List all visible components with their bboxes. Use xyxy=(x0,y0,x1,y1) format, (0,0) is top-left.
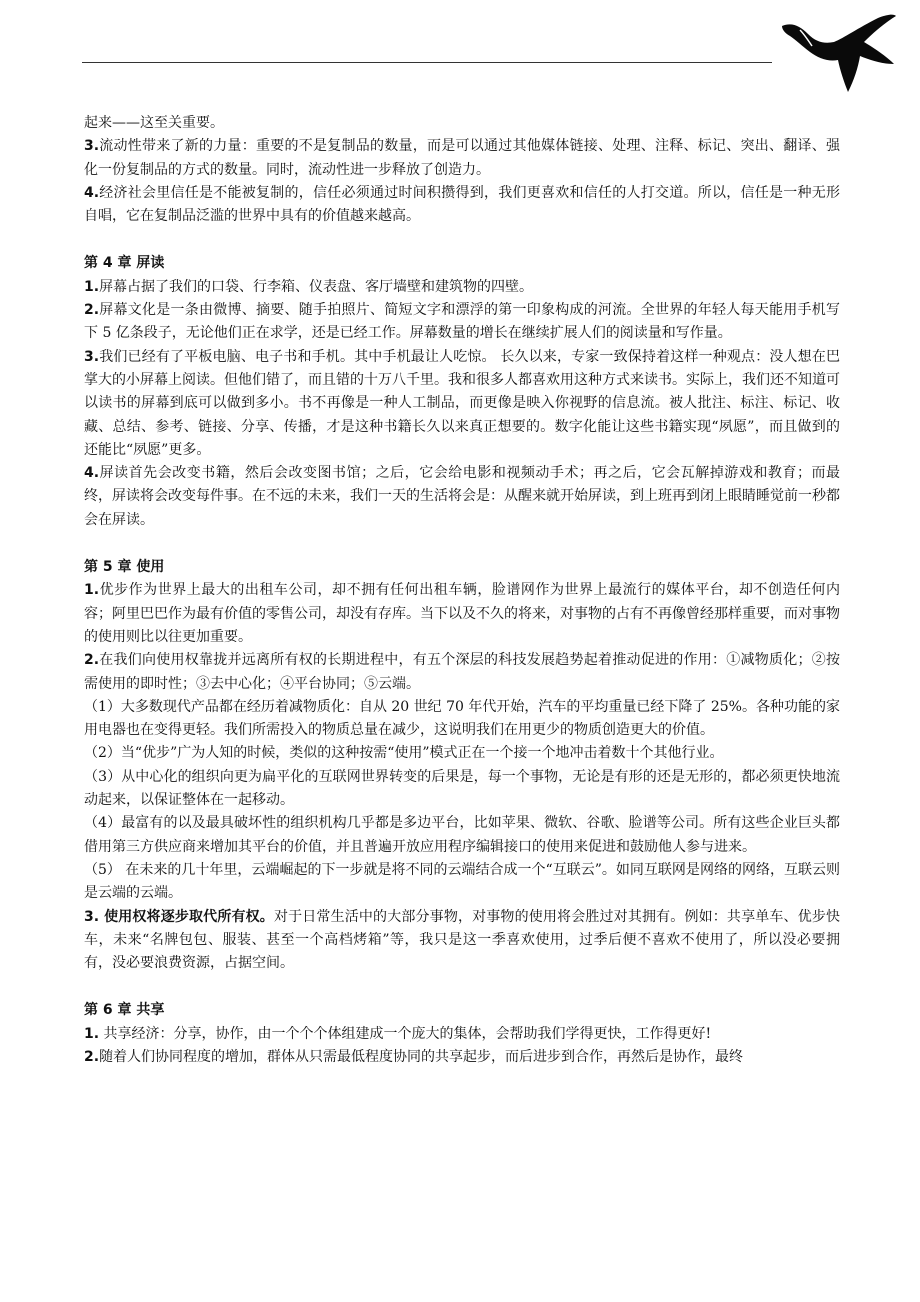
ch3-paragraph-3: 3.流动性带来了新的力量：重要的不是复制品的数量，而是可以通过其他媒体链接、处理、注释、标记、突出、翻译、强化一份复制品的方式的数量。同时，流动性进一步释放了创造力。 xyxy=(84,138,840,178)
ch4-paragraph-1: 1.屏幕占据了我们的口袋、行李箱、仪表盘、客厅墙壁和建筑物的四壁。 xyxy=(84,278,534,295)
ch5-subpoint-5: （5） 在未来的几十年里，云端崛起的下一步就是将不同的云端结合成一个“互联云”。如同互联网是网络的网络，互联云则是云端的云端。 xyxy=(84,861,840,902)
ch4-paragraph-3: 3.我们已经有了平板电脑、电子书和手机。其中手机最让人吃惊。 长久以来，专家一致保持着这样一种观点：没人想在巴掌大的小屏幕上阅读。但他们错了，而且错的十万八千里。我和很多人都喜欢用这种方式来读书。实际上，我们还不知道可以读书的屏幕到底可以做到多小。书不再像是一种人工制品，而更像是映入你视野的信息流。被人批注、标注、标记、收藏、总结、参考、链接、分享、传播，才是这种书籍长久以来真正想要的。数字化能让这些书籍实现“夙愿”，而且做到的还能比“夙愿”更多。 xyxy=(84,348,840,458)
ch5-paragraph-3: 3. 使用权将逐步取代所有权。对于日常生活中的大部分事物，对事物的使用将会胜过对其拥有。例如：共享单车、优步快车，未来“名牌包包、服装、甚至一个高档烤箱”等，我只是这一季喜欢使用，过季后便不喜欢不使用了，所以没必要拥有，没必要浪费资源，占据空间。 xyxy=(84,908,840,972)
swallow-logo-icon xyxy=(778,8,898,100)
ch4-paragraph-4: 4.屏读首先会改变书籍，然后会改变图书馆；之后，它会给电影和视频动手术；再之后，它会瓦解掉游戏和教育；而最终，屏读将会改变每件事。在不远的未来，我们一天的生活将会是：从醒来就开始屏读，到上班再到闭上眼睛睡觉前一秒都会在屏读。 xyxy=(84,465,840,528)
ch6-paragraph-1: 1. 共享经济：分享，协作，由一个个个体组建成一个庞大的集体，会帮助我们学得更快，工作得更好! xyxy=(84,1025,712,1042)
chapter-6-heading: 第 6 章 共享 xyxy=(84,1002,165,1019)
ch5-subpoint-4: （4）最富有的以及最具破坏性的组织机构几乎都是多边平台，比如苹果、微软、谷歌、脸谱等公司。所有这些企业巨头都借用第三方供应商来增加其平台的价值，并且普遍开放应用程序编辑接口的使用来促进和鼓励他人参与进来。 xyxy=(84,815,840,855)
document-body xyxy=(84,112,840,1069)
ch5-paragraph-2: 2.在我们向使用权靠拢并远离所有权的长期进程中，有五个深层的科技发展趋势起着推动促进的作用：①减物质化；②按需使用的即时性；③去中心化；④平台协同；⑤云端。 xyxy=(84,652,840,692)
ch3-continuation: 起来——这至关重要。 xyxy=(84,115,224,131)
header-rule xyxy=(82,62,772,63)
ch5-subpoint-3: （3）从中心化的组织向更为扁平化的互联网世界转变的后果是，每一个事物，无论是有形的还是无形的，都必须更快地流动起来，以保证整体在一起移动。 xyxy=(84,768,840,809)
ch5-subpoint-2: （2）当“优步”广为人知的时候，类似的这种按需“使用”模式正在一个接一个地冲击着数十个其他行业。 xyxy=(84,745,724,762)
ch6-paragraph-2: 2.随着人们协同程度的增加，群体从只需最低程度协同的共享起步，而后进步到合作，再然后是协作，最终 xyxy=(84,1048,744,1065)
ch4-paragraph-2: 2.屏幕文化是一条由微博、摘要、随手拍照片、简短文字和漂浮的第一印象构成的河流。全世界的年轻人每天能用手机写下 5 亿条段子，无论他们正在求学，还是已经工作。屏幕数量的增长在继续扩展人们的阅读量和写作量。 xyxy=(84,302,840,342)
ch3-paragraph-4: 4.经济社会里信任是不能被复制的，信任必须通过时间积攒得到，我们更喜欢和信任的人打交道。所以，信任是一种无形自唱，它在复制品泛滥的世界中具有的价值越来越高。 xyxy=(84,184,840,225)
ch5-subpoint-1: （1）大多数现代产品都在经历着减物质化：自从 20 世纪 70 年代开始，汽车的平均重量已经下降了 25%。各种功能的家用电器也在变得更轻。我们所需投入的物质总量在减少，这说明我们在用更少的物质创造更大的价值。 xyxy=(84,698,840,739)
chapter-5-heading: 第 5 章 使用 xyxy=(84,559,165,576)
chapter-4-heading: 第 4 章 屏读 xyxy=(84,255,165,272)
ch5-paragraph-1: 1.优步作为世界上最大的出租车公司，却不拥有任何出租车辆，脸谱网作为世界上最流行的媒体平台，却不创造任何内容；阿里巴巴作为最有价值的零售公司，却没有存库。当下以及不久的将来，对事物的占有不再像曾经那样重要，而对事物的使用则比以往更加重要。 xyxy=(84,582,840,645)
